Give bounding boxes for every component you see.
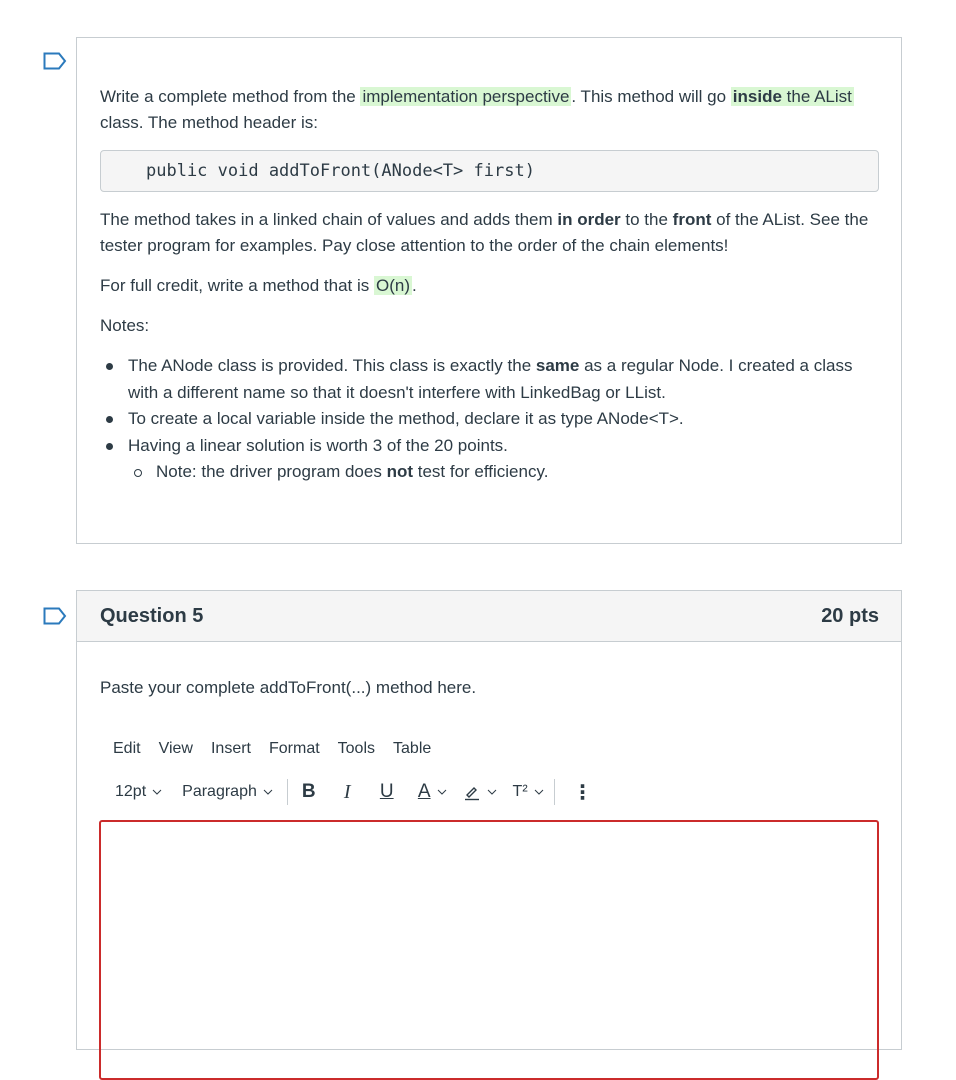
- question-header: [77, 591, 901, 642]
- highlighter-icon: [463, 783, 481, 801]
- text-color-button[interactable]: A: [418, 781, 447, 803]
- flag-question-icon[interactable]: [43, 607, 67, 625]
- list-item: The ANode class is provided. This class is exactly the same as a regular Node. I created a class with a different name so that it doesn't interfere with LinkedBag or LList.: [128, 353, 879, 406]
- superscript-button[interactable]: T²: [513, 783, 544, 801]
- toolbar-divider: [554, 779, 555, 805]
- underline-button[interactable]: U: [379, 781, 394, 802]
- method-header-code: public void addToFront(ANode<T> first): [100, 150, 879, 192]
- sub-notes-list: [128, 459, 879, 486]
- notes-label: Notes:: [100, 316, 150, 335]
- block-format-select[interactable]: Paragraph: [182, 783, 273, 801]
- flag-question-icon[interactable]: [43, 52, 67, 70]
- question-prompt: Paste your complete addToFront(...) method here.: [100, 678, 477, 697]
- description-text: The method takes in a linked chain of values and adds them in order to the front of the AList. See the tester program for examples. Pay close attention to the order of the chain elements!: [100, 210, 869, 255]
- credit-text: For full credit, write a method that is O(n) .: [100, 276, 417, 295]
- font-size-select[interactable]: 12pt: [115, 783, 162, 801]
- chevron-down-icon: [263, 789, 273, 795]
- menu-edit[interactable]: Edit: [113, 740, 141, 757]
- highlight-color-button[interactable]: [463, 783, 497, 801]
- editor-toolbar: [115, 780, 593, 804]
- intro-text: Write a complete method from the implementation perspective . This method will go inside the AList class. The method header is:: [100, 87, 852, 132]
- menu-insert[interactable]: Insert: [210, 740, 251, 757]
- menu-format[interactable]: Format: [268, 740, 320, 757]
- more-options-button[interactable]: ⋮: [572, 781, 593, 804]
- answer-editor[interactable]: [99, 820, 879, 1080]
- editor-menubar: [113, 740, 449, 758]
- list-item: To create a local variable inside the method, declare it as type ANode<T>.: [128, 406, 879, 433]
- chevron-down-icon: [152, 789, 162, 795]
- chevron-down-icon: [534, 789, 544, 795]
- menu-view[interactable]: View: [158, 740, 193, 757]
- question-points: 20 pts: [821, 604, 879, 627]
- menu-tools[interactable]: Tools: [337, 740, 376, 757]
- bold-button[interactable]: B: [301, 781, 316, 802]
- question-card: [76, 590, 902, 1050]
- chevron-down-icon: [437, 789, 447, 795]
- list-item: Having a linear solution is worth 3 of the 20 points. Note: the driver program does not test for efficiency.: [128, 433, 879, 486]
- instructions-card: [76, 37, 902, 544]
- question-title: Question 5: [100, 604, 204, 627]
- menu-table[interactable]: Table: [393, 740, 432, 757]
- toolbar-divider: [287, 779, 288, 805]
- notes-list: [100, 353, 879, 486]
- italic-button[interactable]: I: [343, 780, 351, 803]
- list-item: Note: the driver program does not test for efficiency.: [156, 459, 879, 486]
- chevron-down-icon: [487, 789, 497, 795]
